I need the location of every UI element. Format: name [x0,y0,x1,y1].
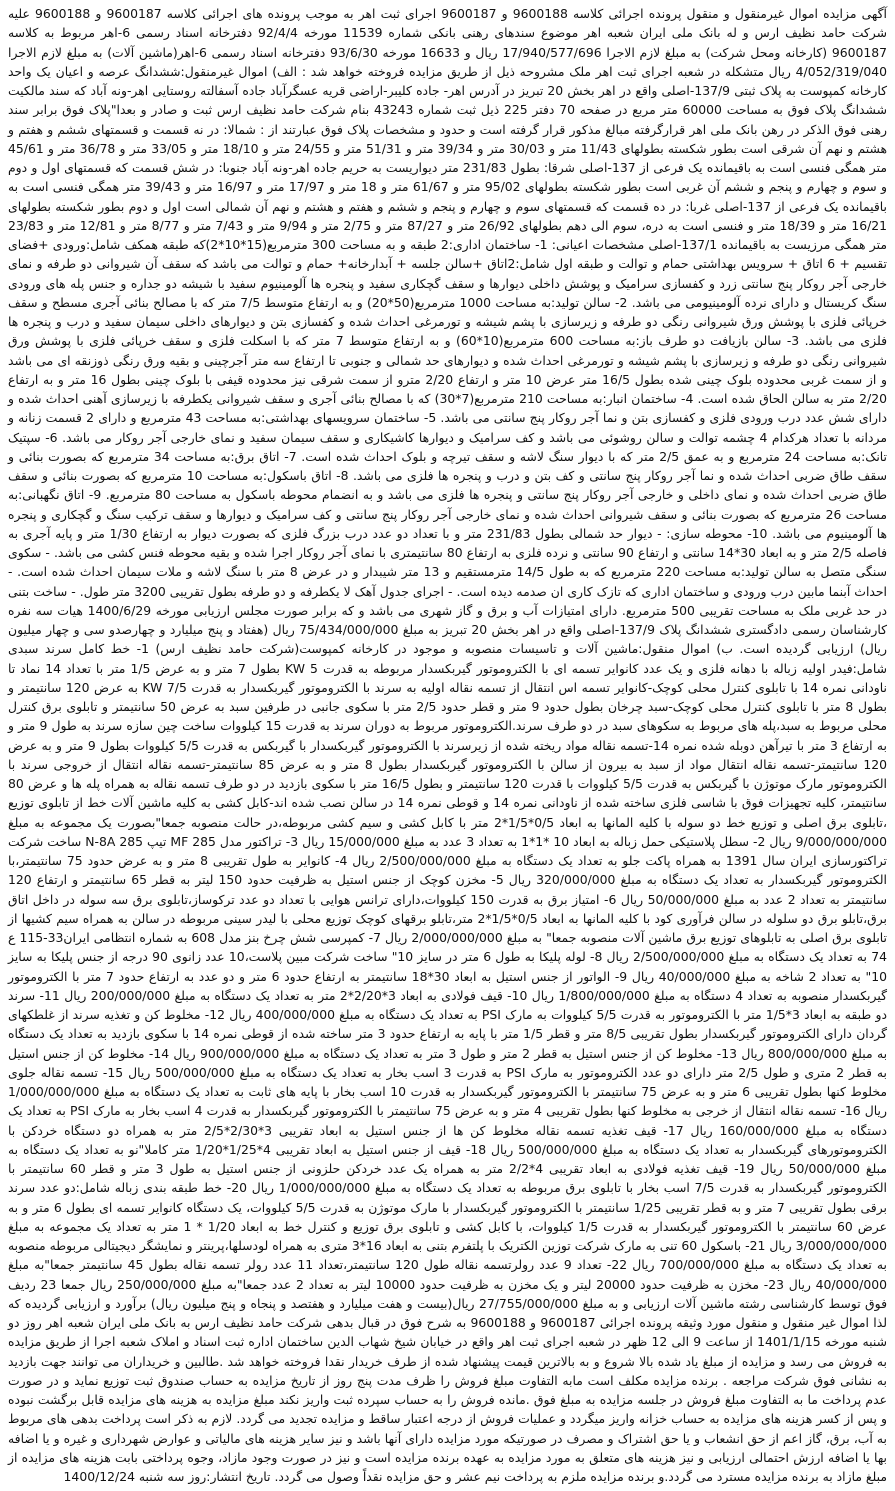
notice-body-text: آگهی مزایده اموال غیرمنقول و منقول پرونده اجرائی کلاسه 9600188 و 9600187 اجرای ثبت اهر به موجب پرونده های اجرائی کلاسه 9600187 و 9600188 علیه شرکت حامد نظیف ارس و له بانک ملی ایران شعبه اهر موضوع سندهای رهنی بانکی شماره 11539 مورخه 92/4/4 دفترخانه اسناد رسمی 6-اهر مربوط به کلاسه 9600187 (کارخانه ومحل شرکت) به مبلغ لازم الاجرا 17/940/577/696 ریال و 16633 مورخه 93/6/30 دفترخانه اسناد رسمی 6-اهر(ماشین آلات) به مبلغ لازم الاجرا 4/052/319/040 ریال متشکله در شعبه اجرای ثبت اهر ملک مشروحه ذیل از طریق مزایده فروخته خواهد شد : الف) اموال غیرمنقول:ششدانگ عرصه و اعیان یک واحد کارخانه کمپوست به پلاک ثبتی 137/9-اصلی واقع در اهر بخش 20 تبریز در آدرس اهر- جاده کلیبر-اراضی قریه عسگرآباد جاده آسفالته روستایی اهر-ونه آباد که سند مالکیت ششدانگ پلاک فوق به مساحت 60000 متر مربع در صفحه 70 دفتر 225 ذیل ثبت شماره 43243 بنام شرکت حامد نظیف ارس ثبت و صادر و بعدا"پلاک فوق برابر سند رهنی فوق الذکر در رهن بانک ملی اهر قرارگرفته مبالغ مذکور قرار گرفته است و حدود و مشخصات پلاک فوق عبارتند از : شمالا: در نه قسمت و قسمتهای ششم و هفتم و هشتم و نهم آن شرقی است بطور شکسته بطولهای 11/43 متر و 30/03 متر و 39/34 متر و 51/31 متر و 24/55 متر و 18/10 متر و 33/05 متر و 36/78 متر و 45/61 متر همگی فنسی است به باقیمانده یک فرعی از 137-اصلی شرقا: بطول 231/83 متر دیواریست به حریم جاده اهر-ونه آباد جنوبا: در شش قسمت که قسمتهای اول و دوم و سوم و چهارم و پنجم و ششم آن غربی است بطور شکسته بطولهای 95/02 متر و 61/67 متر و 18 متر و 17/97 متر و 16/97 متر و 39/43 متر همگی فنسی است به باقیمانده یک فرعی از 137-اصلی غربا: در ده قسمت که قسمتهای سوم و چهارم و پنجم و ششم و هفتم و هشتم و نهم آن شمالی است اول و دوم بطور شکسته بطولهای 16/21 متر و 18/39 متر و فنسی است به دره، سوم الی دهم بطولهای 26/92 متر و 87/27 متر و 2/75 متر و 9/94 متر و 7/43 متر و 8/77 متر و 12/81 متر و 23/83 متر همگی مرزیست به باقیمانده 137/1-اصلی مشخصات اعیانی: 1- ساختمان اداری:2 طبقه و به مساحت 300 مترمربع(15*10*2)که طبقه همکف شامل:ورودی +فضای تقسیم + 6 اتاق + سرویس بهداشتی حمام و توالت و طبقه اول شامل:2اتاق +سالن جلسه + آبدارخانه+ حمام و توالت می باشد که سقف آن شیروانی دو طرفه و نمای خارجی آجر روکار پنج سانتی زرد و کفسازی سرامیک و پوشش داخلی دیوارها و سقف گچکاری سفید و پنجره ها آلومینیوم سفید با شیشه دو جداره و جنس پله های ورودی سنگ کریستال و دارای نرده آلومینیومی می باشد. 2- سالن تولید:به مساحت 1000 مترمربع(50*20) و به ارتفاع متوسط 7/5 متر که با مصالح بنائی آجری مسطح و سقف خرپائی فلزی با پوشش ورق شیروانی رنگی دو طرفه و زیرسازی با پشم شیشه و تورمرغی احداث شده و کفسازی بتن و دیوارهای داخلی سیمان سفید و درب و پنجره ها فلزی می باشد. 3- سالن بازیافت دو طرف باز:به مساحت 600 مترمربع(10*60) و به ارتفاع متوسط 7 متر که با اسکلت فلزی و سقف خرپائی فلزی با پوشش ورق شیروانی رنگی دو طرفه و زیرسازی با پشم شیشه و تورمرغی احداث شده و دیوارهای حد شمالی و جنوبی تا ارتفاع سه متر آجرچینی و بقیه ورق رنگی ذوزنقه ای می باشد و از سمت غربی محدوده بلوک چینی شده بطول 16/5 متر عرض 10 متر و ارتفاع 2/20 مترو از سمت شرقی نیز محدوده قیفی با بلوک چینی بطول 16 متر و به ارتفاع 2/20 متر به سالن الحاق شده است. 4- ساختمان انبار:به مساحت 210 مترمربع(7*30) که با مصالح بنائی آجری و سقف شیروانی یکطرفه با زیرسازی آهنی احداث شده و دارای شش عدد درب ورودی فلزی و کفسازی بتن و نما آجر روکار پنج سانتی می باشد. 5- ساختمان سرویسهای بهداشتی:به مساحت 43 مترمربع و دارای 2 قسمت زنانه و مردانه با تعداد هرکدام 4 چشمه توالت و سالن روشوئی می باشد و کف سرامیک و دیوارها کاشیکاری و سقف سیمان سفید و نمای خارجی آجر روکار می باشد. 6- سپتیک تانک:به مساحت 24 مترمربع و به عمق 2/5 متر که با دیوار سنگ لاشه و سقف تیرچه و بلوک احداث شده است. 7- اتاق برق:به مساحت 34 مترمربع که بصورت بنائی و سقف طاق ضربی احداث شده و نما آجر روکار پنج سانتی و کف بتن و درب و پنجره ها فلزی می باشد. 8- اتاق باسکول:به مساحت 10 مترمربع که بصورت بنائی و سقف طاق ضربی احداث شده و نمای داخلی و خارجی آجر روکار پنج سانتی و پنجره ها فلزی می باشد و به انضمام محوطه باسکول به مساحت 80 مترمربع. 9- اتاق نگهبانی:به مساحت 26 مترمربع که بصورت بنائی و سقف شیروانی احداث شده و نمای خارجی آجر روکار پنج سانتی و کف سرامیک و دیوارها و سقف ترکیب سنگ و گچکاری و پنجره ها آلومینیوم می باشد. 10- محوطه سازی: - دیوار حد شمالی بطول 231/83 متر و با تعداد دو عدد درب بزرگ فلزی که بصورت دیوار به ارتفاع 1/30 متر و پایه آجری به فاصله 2/5 متر و به ابعاد 30*14 سانتی و ارتفاع 90 سانتی و نرده فلزی به ارتفاع 80 سانتیمتری با نمای آجر روکار اجرا شده و بقیه محوطه فنس کشی می باشد. - سکوی سنگی متصل به سالن تولید:به مساحت 220 مترمربع که به طول 14/5 مترمستقیم و 13 متر شیبدار و در عرض 8 متر با سنگ لاشه و ملات سیمان احداث شده است. - احداث آبنما مابین درب ورودی و ساختمان اداری که تازک کاری ان صدمه دیده است. - اجرای جدول آهک لا یکطرفه و دو طرفه بطول تقریبی 3200 متر طول. - ساخت بتنی در حد غربی ملک به مساحت تقریبی 500 مترمربع. دارای امتیازات آب و برق و گاز شهری می باشد و که برابر صورت مجلس ارزیابی مورخه 1400/6/29 هیات سه نفره کارشناسان رسمی دادگستری ششدانگ پلاک 137/9-اصلی واقع در اهر بخش 20 تبریز به مبلغ 75/434/000/000 ریال (هفتاد و پنج میلیارد و چهارصدو سی و چهار میلیون ریال) ارزیابی گردیده است. ب) اموال منقول:ماشین آلات و تاسیسات منصوبه و موجود در کارخانه کمپوست(شرکت حامد نظیف ارس) 1- خط کامل سرند سبدی شامل:فیدر اولیه زباله با دهانه فلزی و یک عدد کانوایر تسمه ای با الکتروموتور گیربکسدار مربوطه به قدرت 5 KW بطول 7 متر و به عرض 1/5 متر با تعداد 14 نماد تا ناودانی نمره 14 با تابلوی کنترل محلی کوچک-کانوایر تسمه اس انتقال از تسمه نقاله اولیه به سرند با الکتروموتور گیربکسدار به قدرت 7/5 KW به عرض 120 سانتیمتر و بطول 8 متر با تابلوی کنترل محلی کوچک-سبد چرخان بطول حدود 9 متر و قطر حدود 2/5 متر با سکوی جانبی در طرفین سبد به عرض 50 سانتیمتر و تابلوی برق کنترل محلی مربوط به سبد،پله های مربوط به سکوهای سبد در دو طرف سرند.الکتروموتور مربوط به دوران سرند به قدرت 15 کیلووات ساخت چین سازه سرند به طول 9 متر و به ارتفاع 3 متر با تیرآهن دوبله شده نمره 14-تسمه نقاله مواد ریخته شده از زیرسرند با الکتروموتور گیربکسدار با گیربکس به قدرت 5/5 کیلووات بطول 9 متر و به عرض 120 سانتیمتر-تسمه نقاله انتقال مواد از سبد به بیرون از سالن با الکتروموتور گیربکسدار بطول 8 متر و به عرض 85 سانتیمتر-تسمه نقاله انتقال از خروجی سرند با الکتروموتور مارک موتوژن با گیربکس به قدرت 5/5 کیلووات با قدرت 120 سانتیمتر و بطول 16/5 متر با سکوی بازدید در دو طرف تسمه نقاله به همراه پله ها و عرض 80 سانتیمتر، کلیه تجهیزات فوق با شاسی فلزی ساخته شده از ناودانی نمره 14 و قوطی نمره 14 در سالن نصب شده اند-کابل کشی به کلیه ماشین آلات خط از تابلوی توزیع ،تابلوی برق اصلی و توزیع خط دو سوله با کلیه المانها به ابعاد 0/5*1/5*2 متر با کابل کشی و سیم کشی مربوطه،در حالت منصوبه جمعا"بصورت یک مجموعه به مبلغ 9/000/000/000 ریال 2- سطل پلاستیکی حمل زباله به ابعاد 10 *1*1 به تعداد 3 عدد به مبلغ 15/000/000 ریال 3- تراکتور مدل MF 285 تیپ N-8A 285 ساخت شرکت تراکتورسازی ایران سال 1391 به همراه پاکت جلو به تعداد یک دستگاه به مبلغ 2/500/000/000 ریال 4- کانوایر به طول تقریبی 8 متر و به عرض حدود 75 سانتیمتر،با الکتروموتور گیربکسدار به تعداد یک دستگاه به مبلغ 320/000/000 ریال 5- مخزن کوچک از جنس استیل به ظرفیت حدود 150 لیتر به قطر 65 سانتیمتر و ارتفاع 120 سانتیمتر به تعداد 2 عدد به مبلغ 50/000/000 ریال 6- امتیاز برق به قدرت 150 کیلووات،دارای ترانس هوایی با تعداد دو عدد ترکوساز،تابلوی برق سه سوله در داخل اتاق برق،تابلو برق دو سلوله در سالن فرآوری کود با کلیه المانها به ابعاد 0/5*1/5*2 متر،تابلو برقهای کوچک توزیع محلی با لیدر سینی مربوطه در سالن به همراه سیم کشیها از تابلوی برق اصلی به تابلوهای توزیع برق ماشین آلات منصوبه جمعا" به مبلغ 2/000/000/000 ریال 7- کمپرسی شش چرخ بنز مدل 608 به شماره انتظامی ایران33-115 ع 74 به تعداد یک دستگاه به مبلغ 2/500/000/000 ریال 8- لوله پلیکا به طول 6 متر در سایز 10" ساخت شرکت مبین پلاست،10 عدد زانوی 90 درجه از جنس پلیکا به سایز 10" به تعداد 2 شاخه به مبلغ 40/000/000 ریال 9- الواتور از جنس استیل به ابعاد 30*18 سانتیمتر به ارتفاع حدود 6 متر و دو عدد به ارتفاع حدود 7 متر با الکتروموتور گیربکسدار منصوبه به تعداد 4 دستگاه به مبلغ 1/800/000/000 ریال 10- قیف فولادی به ابعاد 3*2/20*2 متر به تعداد یک دستگاه به مبلغ 200/000/000 ریال 11- سرند دو طبقه به ابعاد 3*1/5 متر با الکتروموتور به قدرت 5/5 کیلووات به مارک PSI به تعداد یک دستگاه به مبلغ 400/000/000 ریال 12- مخلوط کن و تغذیه سرند از غلطکهای گردان دارای الکتروموتور گیربکسدار بطول تقریبی 8/5 متر و قطر 1/5 متر با پایه به ارتفاع حدود 3 متر ساخته شده از قوطی نمره 14 با سکوی بازدید به تعداد یک دستگاه به مبلغ 800/000/000 ریال 13- مخلوط کن از جنس استیل به قطر 2 متر و طول 3 متر به تعداد یک دستگاه به مبلغ 900/000/000 ریال 14- مخلوط کن از جنس استیل به قطر 2 متری و طول 2/5 متر دارای دو عدد الکتروموتور به مارک PSI به قدرت 3 اسب بخار به تعداد یک دستگاه به مبلغ 500/000/000 ریال 15- تسمه نقاله جلوی مخلوط کنها بطول تقریبی 6 متر و به عرض 75 سانتیمتر با الکتروموتور گیربکسدار به قدرت 10 اسب بخار با پایه های ثابت به تعداد یک دستگاه به مبلغ 1/000/000/000 ریال 16- تسمه نقاله انتقال از خرجی به مخلوط کنها بطول تقریبی 4 متر و به عرض 75 سانتیمتر با الکتروموتور گیربکسدار به قدرت 4 اسب بخار به مارک PSI به تعداد یک دستگاه به مبلغ 160/000/000 ریال 17- قیف تغذیه تسمه نقاله مخلوط کن ها از جنس استیل به ابعاد تقریبی 3*2/30*2/5 متر به همراه دو دستگاه خردکن با الکتروموتورهای گیربکسدار به تعداد یک دستگاه به مبلغ 500/000/000 ریال 18- قیف از جنس استیل به ابعاد تقریبی 4*1/25*1/20 متر کاملا"نو به تعداد یک دستگاه به مبلغ 50/000/000 ریال 19- قیف تغذیه فولادی به ابعاد تقریبی 4*2/2 متر به همراه یک عدد خردکن حلزونی از جنس استیل به طول 3 متر و قطر 60 سانتیمتر با الکتروموتور گیربکسدار به قدرت 7/5 اسب بخار با تابلوی برق مربوطه به تعداد یک دستگاه به مبلغ 1/000/000/000 ریال 20- خط طبقه بندی زباله شامل:دو عدد سرند برقی بطول تقریبی 7 متر و به قطر تقریبی 1/25 سانتیمتر با الکتروموتور گیربکسدار با مارک موتوژن به قدرت 5/5 کیلووات، یک دستگاه کانوایر تسمه ای بطول 6 متر و به عرض 60 سانتیمتر با الکتروموتور گیربکسدار به قدرت 1/5 کیلووات، با کابل کشی و تابلوی برق توزیع و کنترل خط به ابعاد 1/20 * 1 متر به تعداد یک مجموعه به مبلغ 3/000/000/000 ریال 21- باسکول 60 تنی به مارک شرکت توزین الکتریک با پلتفرم بتنی به ابعاد 16*3 متری به همراه لودسلها،پرینتر و نمایشگر دیجیتالی مربوطه منصوبه به تعداد یک دستگاه به مبلغ 700/000/000 ریال 22- تعداد 9 عدد رولرتسمه نقاله طول 120 سانتیمتر،تعداد 11 عدد رولر تسمه نقاله بطول 45 سانتیمتر جمعا"به مبلغ 40/000/000 ریال 23- مخزن به ظرفیت حدود 20000 لیتر و یک مخزن به ظرفیت حدود 10000 لیتر به تعداد 2 عدد جمعا"به مبلغ 250/000/000 ریال جمعا 23 ردیف فوق توسط کارشناسی رشته ماشین آلات ارزیابی و به مبلغ 27/755/000/000 ریال(بیست و هفت میلیارد و هفتصد و پنجاه و پنج میلیون ریال) برآورد و ارزیابی گردیده که لذا اموال غیر منقول و منقول مورد وثیقه پرونده اجرائی 9600187 و 9600188 به شرح فوق در قبال بدهی شرکت حامد نظیف ارس به بانک ملی ایران شعبه اهر روز دو شنبه مورخه 1401/1/15 از ساعت 9 الی 12 ظهر در شعبه اجرای ثبت اهر واقع در خیابان شیخ شهاب الدین ساختمان اداره ثبت اسناد و املاک شعبه اجرا از طریق مزایده به فروش می رسد و مزایده از مبلغ یاد شده بالا شروع و به بالاترین قیمت پیشنهاد شده از طرف خریدار نقدا فروخته خواهد شد .طالبین و خریداران می توانند جهت بازدید به نشانی فوق شرکت مراجعه . برنده مزایده مکلف است مابه التفاوت مبلغ فروش را ظرف مدت پنج روز از تاریخ مزایده به حساب صندوق ثبت توزیع نماید و در صورت عدم پرداخت ما به التفاوت مبلغ فروش در جلسه مزایده به مبلغ فوق .مانده فروش را به حساب سپرده ثبت واریز نکند مبلغ مزایده به هزینه های مزایده قابل برگشت نبوده و پس از کسر هزینه های مزایده به حساب خزانه واریز میگردد و عملیات فروش از درجه اعتبار ساقط و مزایده تجدید می گردد. لازم به ذکر است پرداخت بدهی های مربوط به آب، برق، گاز اعم از حق انشعاب و یا حق اشتراک و مصرف در صورتیکه مورد مزایده دارای آنها باشد و نیز سایر هزینه های مالیاتی و عوارض شهرداری و غیره و یا اضافه بها یا اضافه ارزش احتمالی ارزیابی و نیز هزینه های متعلق به مورد مزایده به عهده برنده مزایده است و نیز در صورت وجود مازاد، وجوه پرداختی بابت هزینه های مزایده از مبلغ مازاد به برنده مزایده مسترد می گردد.و برنده مزایده ملزم به پرداخت نیم عشر و حق مزایده نقداً وصول می گردد. [8,6,888,1484]
notice-body [8,4,887,1486]
publish-date: تاریخ انتشار:روز سه شنبه 1400/12/24 [63,1469,271,1484]
